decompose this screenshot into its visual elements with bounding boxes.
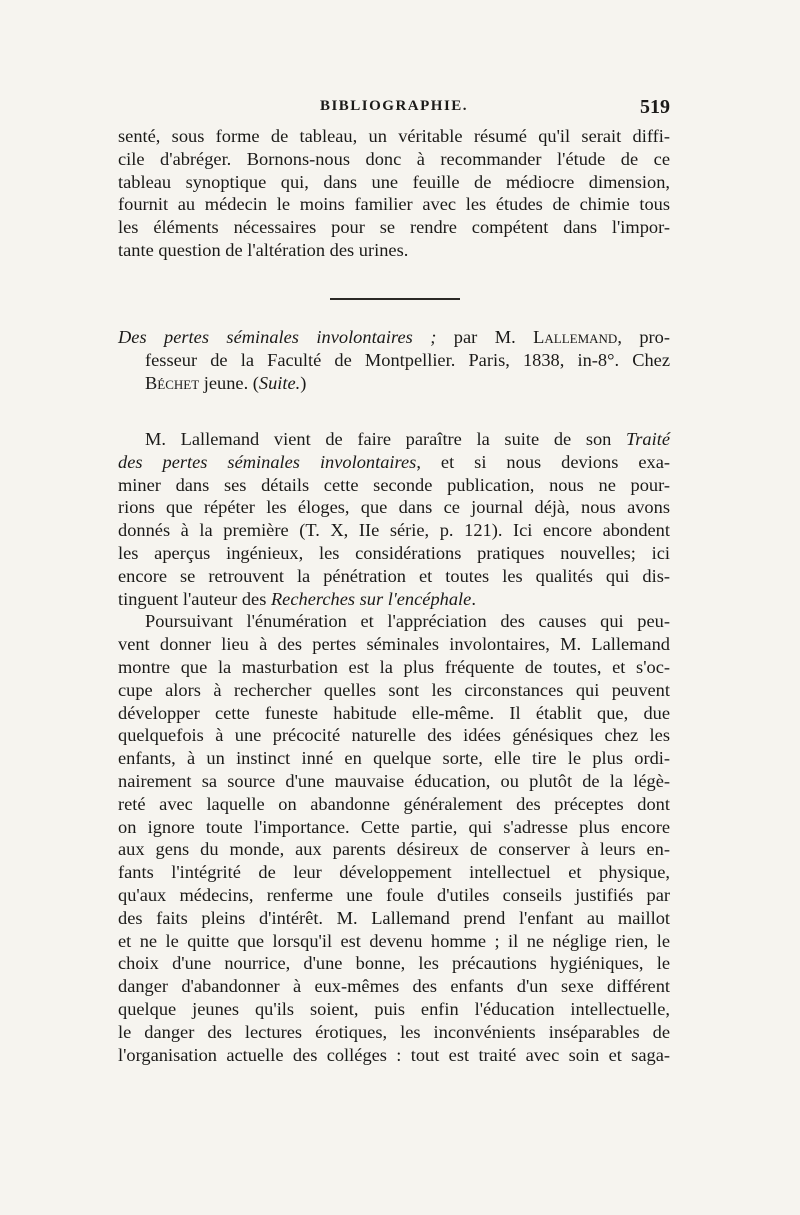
text-line: des faits pleins d'intérêt. M. Lallemand prend l'enfant au maillot <box>118 907 670 928</box>
text-line: enfants, à un instinct inné en quelque sorte, elle tire le plus ordi- <box>118 748 670 769</box>
text-line: encore se retrouvent la pénétration et toutes les qualités qui dis- <box>118 565 670 586</box>
text-line: quelque jeunes qu'ils soient, puis enfin l'éducation intellectuelle, <box>118 998 670 1019</box>
citation-by: par M. <box>436 327 534 347</box>
citation-line <box>118 372 670 395</box>
text-run: tinguent l'auteur des <box>118 588 271 609</box>
text-line: quelquefois à une précocité naturelle des idées génésiques chez les <box>118 725 670 746</box>
text-line: l'organisation actuelle des colléges : tout est traité avec soin et saga- <box>118 1044 670 1065</box>
citation-text: jeune. ( <box>199 372 259 393</box>
text-line: les éléments nécessaires pour se rendre compétent dans l'impor- <box>118 217 670 238</box>
text-line: fournit au médecin le moins familier avec les études de chimie tous <box>118 194 670 215</box>
suite-label: Suite. <box>258 372 301 393</box>
page-header <box>118 96 670 124</box>
page-number: 519 <box>640 96 670 118</box>
book-title: Des pertes séminales involontaires ; <box>118 327 437 347</box>
section-divider <box>330 298 460 300</box>
text-line: cile d'abréger. Bornons-nous donc à recommander l'étude de ce <box>118 148 670 169</box>
bibliographic-citation <box>118 326 670 394</box>
text-line <box>118 428 670 451</box>
text-line: cupe alors à rechercher quelles sont les circonstances qui peuvent <box>118 679 670 700</box>
text-line: aux gens du monde, aux parents désireux de conserver à leurs en- <box>118 839 670 860</box>
text-line: fants l'intégrité de leur développement intellectuel et physique, <box>118 862 670 883</box>
italic-title: Recherches sur l'encéphale <box>270 588 472 609</box>
text-line: senté, sous forme de tableau, un véritable résumé qu'il serait diffi- <box>118 126 670 146</box>
text-line: les aperçus ingénieux, les considérations pratiques nouvelles; ici <box>118 542 670 563</box>
text-line: tableau synoptique qui, dans une feuille de médiocre dimension, <box>118 171 670 192</box>
text-line: danger d'abandonner à eux-mêmes des enfants d'un sexe différent <box>118 976 670 997</box>
review-body <box>118 428 670 1066</box>
italic-title: des pertes séminales involontaires <box>118 451 417 472</box>
citation-text: ) <box>300 372 307 393</box>
text-line: miner dans ses détails cette seconde publication, nous ne pour- <box>118 474 670 495</box>
text-line: qu'aux médecins, renferme une foule d'utiles conseils justifiés par <box>118 884 670 905</box>
text-line: tante question de l'altération des urines. <box>118 239 409 260</box>
text-line: reté avec laquelle on abandonne généralement des préceptes dont <box>118 793 670 814</box>
italic-title: Traité <box>626 429 670 449</box>
author-name: Lallemand <box>533 327 618 347</box>
text-line: on ignore toute l'importance. Cette partie, qui s'adresse plus encore <box>118 816 670 837</box>
text-line <box>118 588 670 611</box>
text-line: le danger des lectures érotiques, les inconvénients inséparables de <box>118 1021 670 1042</box>
text-line: nairement sa source d'une mauvaise éducation, ou plutôt de la légè- <box>118 770 670 791</box>
text-line: choix d'une nourrice, d'une bonne, les précautions hygiéniques, le <box>118 953 670 974</box>
text-run: M. Lallemand vient de faire paraître la suite de son <box>145 429 627 449</box>
citation-text: , pro- <box>617 327 670 347</box>
text-line: donnés à la première (T. X, IIe série, p. 121). Ici encore abondent <box>118 520 670 541</box>
citation-line <box>118 326 670 349</box>
text-line: Poursuivant l'énumération et l'appréciation des causes qui peu- <box>145 611 670 632</box>
text-line: et ne le quitte que lorsqu'il est devenu homme ; il ne néglige rien, le <box>118 930 670 951</box>
publisher-name: Béchet <box>145 372 200 393</box>
text-run: , et si nous devions exa- <box>416 451 670 472</box>
citation-line: fesseur de la Faculté de Montpellier. Paris, 1838, in-8°. Chez <box>145 349 670 370</box>
text-line: vent donner lieu à des pertes séminales involontaires, M. Lallemand <box>118 634 670 655</box>
text-line: rions que répéter les éloges, que dans ce journal déjà, nous avons <box>118 497 670 518</box>
text-run: . <box>471 588 476 609</box>
running-head: BIBLIOGRAPHIE. <box>319 98 469 114</box>
text-line: développer cette funeste habitude elle-même. Il établit que, due <box>118 702 670 723</box>
text-line: montre que la masturbation est la plus fréquente de toutes, et s'oc- <box>118 656 670 677</box>
text-line <box>118 451 670 474</box>
paragraph-continued <box>118 125 670 262</box>
